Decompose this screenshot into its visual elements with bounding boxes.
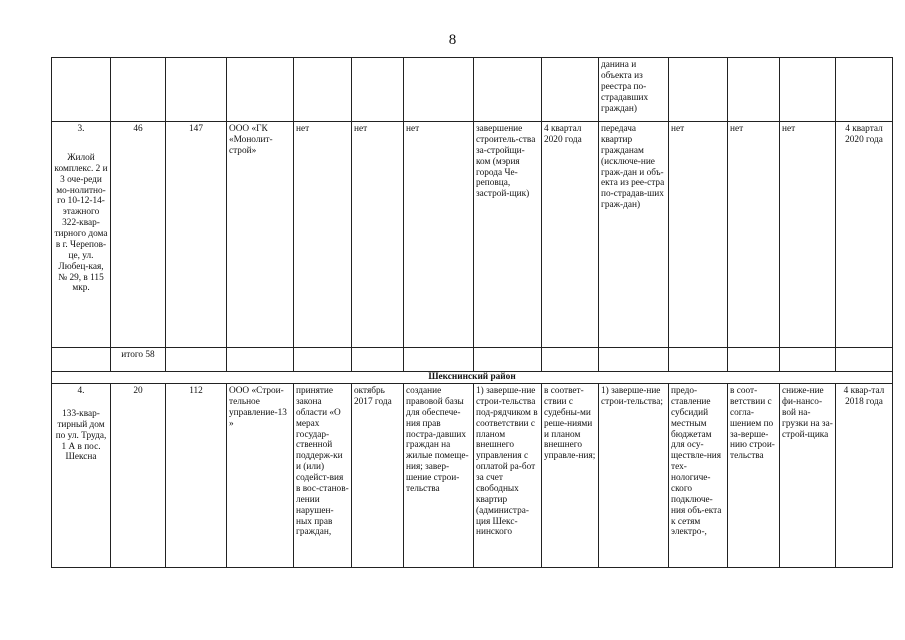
- cell-count: 112: [166, 384, 227, 568]
- cell-empty: [111, 58, 166, 122]
- cell-text: нет: [404, 122, 474, 348]
- cell-date: 4 квартал 2020 года: [542, 122, 599, 348]
- cell-text: в соот-ветствии с согла-шением по за-верше-нию строи-тельства: [728, 384, 780, 568]
- table-row-continuation: [52, 58, 893, 122]
- cell-text: нет: [294, 122, 352, 348]
- cell-empty: [294, 348, 352, 372]
- district-heading: Шекснинский район: [52, 372, 893, 384]
- cell-object: [52, 122, 111, 348]
- cell-empty: [52, 58, 111, 122]
- cell-empty: [52, 348, 111, 372]
- cell-measures: данина и объекта из реестра по-страдавших граждан): [599, 58, 669, 122]
- cell-object: [52, 384, 111, 568]
- cell-text: нет: [669, 122, 728, 348]
- cell-empty: [669, 58, 728, 122]
- program-table: [51, 57, 893, 568]
- cell-text: в соответ-ствии с судебны-ми реше-ниями и планом внешнего управле-ния;: [542, 384, 599, 568]
- row-number: 4.: [77, 386, 85, 396]
- cell-empty: [474, 348, 542, 372]
- cell-text: принятие закона области «О мерах государ-ственной поддерж-ки и (или) содейст-вия в вос-станов-лении нарушен-ных прав граждан,: [294, 384, 352, 568]
- cell-date: 4 квартал 2020 года: [836, 122, 893, 348]
- cell-developer: ООО «Строи-тельное управление-13»: [227, 384, 294, 568]
- cell-total: итого 58: [111, 348, 166, 372]
- cell-text: сниже-ние фи-нансо-вой на-грузки на за-строй-щика: [780, 384, 836, 568]
- cell-empty: [780, 58, 836, 122]
- cell-empty: [836, 58, 893, 122]
- cell-text: передача квартир гражданам (исключе-ние граж-дан и объ-екта из рее-стра по-страдав-ших граж-дан): [599, 122, 669, 348]
- table-row-object-3: [52, 122, 893, 348]
- object-name: 133-квар-тирный дом по ул. Труда, 1 А в пос. Шексна: [55, 408, 107, 463]
- cell-empty: [542, 58, 599, 122]
- row-number: 3.: [77, 124, 85, 134]
- cell-empty: [474, 58, 542, 122]
- cell-text: завершение строитель-ства за-стройщи-ком (мэрия города Че-реповца, застрой-щик): [474, 122, 542, 348]
- cell-count: 20: [111, 384, 166, 568]
- cell-text: нет: [728, 122, 780, 348]
- cell-text: нет: [352, 122, 404, 348]
- cell-text: предо-ставление субсидий местным бюджетам для осу-ществле-ния тех-нологиче-ского подключе-ния объ-екта к сетям электро-,: [669, 384, 728, 568]
- cell-empty: [166, 58, 227, 122]
- cell-empty: [227, 348, 294, 372]
- object-name: Жилой комплекс. 2 и 3 оче-реди мо-нолитно-го 10-12-14-этажного 322-квар-тирного дома в г. Черепов-це, ул. Любец-кая, № 29, в 115 мкр.: [54, 152, 108, 294]
- cell-empty: [166, 348, 227, 372]
- table-row-total: [52, 348, 893, 372]
- cell-text: нет: [780, 122, 836, 348]
- cell-empty: [780, 348, 836, 372]
- cell-count: 147: [166, 122, 227, 348]
- cell-text: 1) заверше-ние строи-тельства под-рядчиком в соответствии с планом внешнего управления с оплатой ра-бот за счет свободных квартир (администра-ция Шекс-нинского: [474, 384, 542, 568]
- cell-empty: [728, 58, 780, 122]
- cell-empty: [669, 348, 728, 372]
- cell-empty: [352, 348, 404, 372]
- cell-empty: [227, 58, 294, 122]
- table-row-district: [52, 372, 893, 384]
- cell-empty: [836, 348, 893, 372]
- cell-date: 4 квар-тал 2018 года: [836, 384, 893, 568]
- cell-text: 1) заверше-ние строи-тельства;: [599, 384, 669, 568]
- table-row-object-4: [52, 384, 893, 568]
- cell-empty: [599, 348, 669, 372]
- cell-empty: [404, 348, 474, 372]
- cell-text: создание правовой базы для обеспече-ния прав постра-давших граждан на жилые помеще-ния; завер-шение строи-тельства: [404, 384, 474, 568]
- cell-date: октябрь 2017 года: [352, 384, 404, 568]
- cell-empty: [542, 348, 599, 372]
- cell-empty: [352, 58, 404, 122]
- cell-developer: ООО «ГК «Монолит-строй»: [227, 122, 294, 348]
- cell-empty: [728, 348, 780, 372]
- cell-empty: [294, 58, 352, 122]
- cell-empty: [404, 58, 474, 122]
- cell-count: 46: [111, 122, 166, 348]
- page-number: 8: [448, 32, 457, 48]
